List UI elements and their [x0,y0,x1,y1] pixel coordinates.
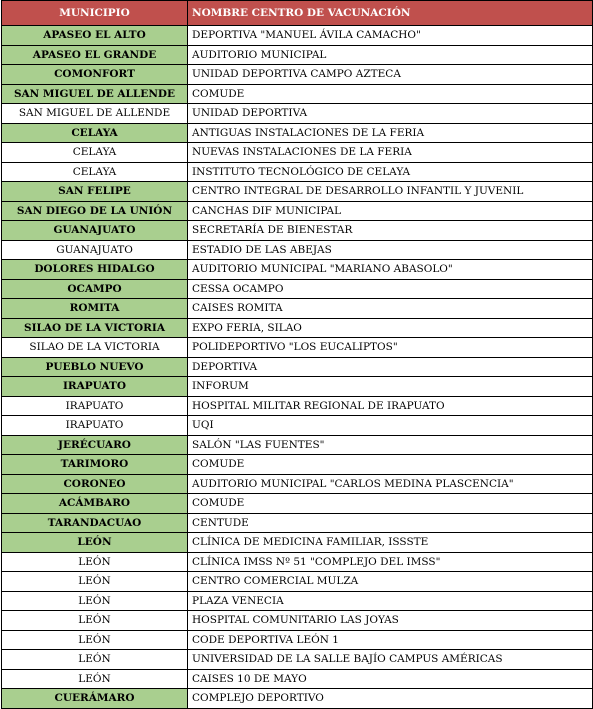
table-row [2,396,593,416]
municipio-cell: COMONFORT [2,65,188,85]
centro-cell: COMUDE [188,494,593,514]
municipio-cell: TARIMORO [2,455,188,475]
municipio-cell: DOLORES HIDALGO [2,260,188,280]
centro-cell: CENTUDE [188,513,593,533]
table-row [2,630,593,650]
table-row [2,260,593,280]
table-row [2,221,593,241]
centro-cell: INFORUM [188,377,593,397]
centro-cell: ANTIGUAS INSTALACIONES DE LA FERIA [188,123,593,143]
municipio-cell: CORONEO [2,474,188,494]
centro-cell: CAISES ROMITA [188,299,593,319]
table-row [2,84,593,104]
municipio-cell: SILAO DE LA VICTORIA [2,318,188,338]
centro-cell: ESTADIO DE LAS ABEJAS [188,240,593,260]
municipio-cell: LEÓN [2,669,188,689]
table-row [2,65,593,85]
centro-cell: EXPO FERIA, SILAO [188,318,593,338]
centro-cell: CODE DEPORTIVA LEÓN 1 [188,630,593,650]
municipio-cell: LEÓN [2,611,188,631]
municipio-cell: LEÓN [2,650,188,670]
table-row [2,611,593,631]
table-row [2,377,593,397]
centro-cell: UNIDAD DEPORTIVA CAMPO AZTECA [188,65,593,85]
centro-cell: UNIDAD DEPORTIVA [188,104,593,124]
table-row [2,689,593,709]
centro-cell: CLÍNICA DE MEDICINA FAMILIAR, ISSSTE [188,533,593,553]
centro-cell: CAISES 10 DE MAYO [188,669,593,689]
municipio-cell: LEÓN [2,572,188,592]
municipio-cell: CELAYA [2,143,188,163]
municipio-cell: CUERÁMARO [2,689,188,709]
table-row [2,455,593,475]
centro-cell: UQI [188,416,593,436]
table-row [2,182,593,202]
municipio-cell: GUANAJUATO [2,240,188,260]
table-row [2,591,593,611]
municipio-cell: TARANDACUAO [2,513,188,533]
municipio-cell: SAN MIGUEL DE ALLENDE [2,104,188,124]
municipio-cell: OCAMPO [2,279,188,299]
centro-cell: DEPORTIVA [188,357,593,377]
municipio-cell: CELAYA [2,162,188,182]
municipio-cell: SAN DIEGO DE LA UNIÓN [2,201,188,221]
header-row [2,1,593,26]
centro-cell: HOSPITAL COMUNITARIO LAS JOYAS [188,611,593,631]
table-row [2,338,593,358]
centro-cell: POLIDEPORTIVO "LOS EUCALIPTOS" [188,338,593,358]
centro-cell: DEPORTIVA "MANUEL ÁVILA CAMACHO" [188,26,593,46]
centro-cell: AUDITORIO MUNICIPAL [188,45,593,65]
municipio-cell: ROMITA [2,299,188,319]
centro-cell: AUDITORIO MUNICIPAL "MARIANO ABASOLO" [188,260,593,280]
column-header-centro: NOMBRE CENTRO DE VACUNACIÓN [188,1,593,26]
centro-cell: COMUDE [188,455,593,475]
municipio-cell: LEÓN [2,591,188,611]
table-row [2,416,593,436]
centro-cell: COMPLEJO DEPORTIVO [188,689,593,709]
vaccination-centers-table [1,0,593,709]
centro-cell: AUDITORIO MUNICIPAL "CARLOS MEDINA PLASCENCIA" [188,474,593,494]
municipio-cell: SAN FELIPE [2,182,188,202]
table-row [2,357,593,377]
table-row [2,299,593,319]
table-body [2,26,593,709]
table-row [2,201,593,221]
table-row [2,162,593,182]
table-row [2,669,593,689]
municipio-cell: LEÓN [2,533,188,553]
table-row [2,435,593,455]
table-row [2,123,593,143]
centro-cell: CANCHAS DIF MUNICIPAL [188,201,593,221]
municipio-cell: LEÓN [2,630,188,650]
table-row [2,318,593,338]
table-row [2,279,593,299]
table-row [2,240,593,260]
centro-cell: PLAZA VENECIA [188,591,593,611]
table-row [2,104,593,124]
centro-cell: SALÓN "LAS FUENTES" [188,435,593,455]
municipio-cell: SILAO DE LA VICTORIA [2,338,188,358]
centro-cell: NUEVAS INSTALACIONES DE LA FERIA [188,143,593,163]
column-header-municipio: MUNICIPIO [2,1,188,26]
table-row [2,650,593,670]
table-row [2,513,593,533]
centro-cell: CESSA OCAMPO [188,279,593,299]
municipio-cell: ACÁMBARO [2,494,188,514]
municipio-cell: IRAPUATO [2,396,188,416]
table-row [2,552,593,572]
municipio-cell: LEÓN [2,552,188,572]
municipio-cell: PUEBLO NUEVO [2,357,188,377]
table-row [2,494,593,514]
table-row [2,572,593,592]
table-row [2,474,593,494]
table-row [2,26,593,46]
table-header [2,1,593,26]
table-row [2,533,593,553]
municipio-cell: APASEO EL ALTO [2,26,188,46]
table-row [2,143,593,163]
municipio-cell: JERÉCUARO [2,435,188,455]
municipio-cell: APASEO EL GRANDE [2,45,188,65]
municipio-cell: IRAPUATO [2,377,188,397]
table-row [2,45,593,65]
municipio-cell: IRAPUATO [2,416,188,436]
centro-cell: CENTRO COMERCIAL MULZA [188,572,593,592]
centro-cell: UNIVERSIDAD DE LA SALLE BAJÍO CAMPUS AMÉRICAS [188,650,593,670]
municipio-cell: CELAYA [2,123,188,143]
centro-cell: CLÍNICA IMSS Nº 51 "COMPLEJO DEL IMSS" [188,552,593,572]
municipio-cell: GUANAJUATO [2,221,188,241]
centro-cell: HOSPITAL MILITAR REGIONAL DE IRAPUATO [188,396,593,416]
centro-cell: CENTRO INTEGRAL DE DESARROLLO INFANTIL Y JUVENIL [188,182,593,202]
centro-cell: COMUDE [188,84,593,104]
centro-cell: SECRETARÍA DE BIENESTAR [188,221,593,241]
centro-cell: INSTITUTO TECNOLÓGICO DE CELAYA [188,162,593,182]
municipio-cell: SAN MIGUEL DE ALLENDE [2,84,188,104]
